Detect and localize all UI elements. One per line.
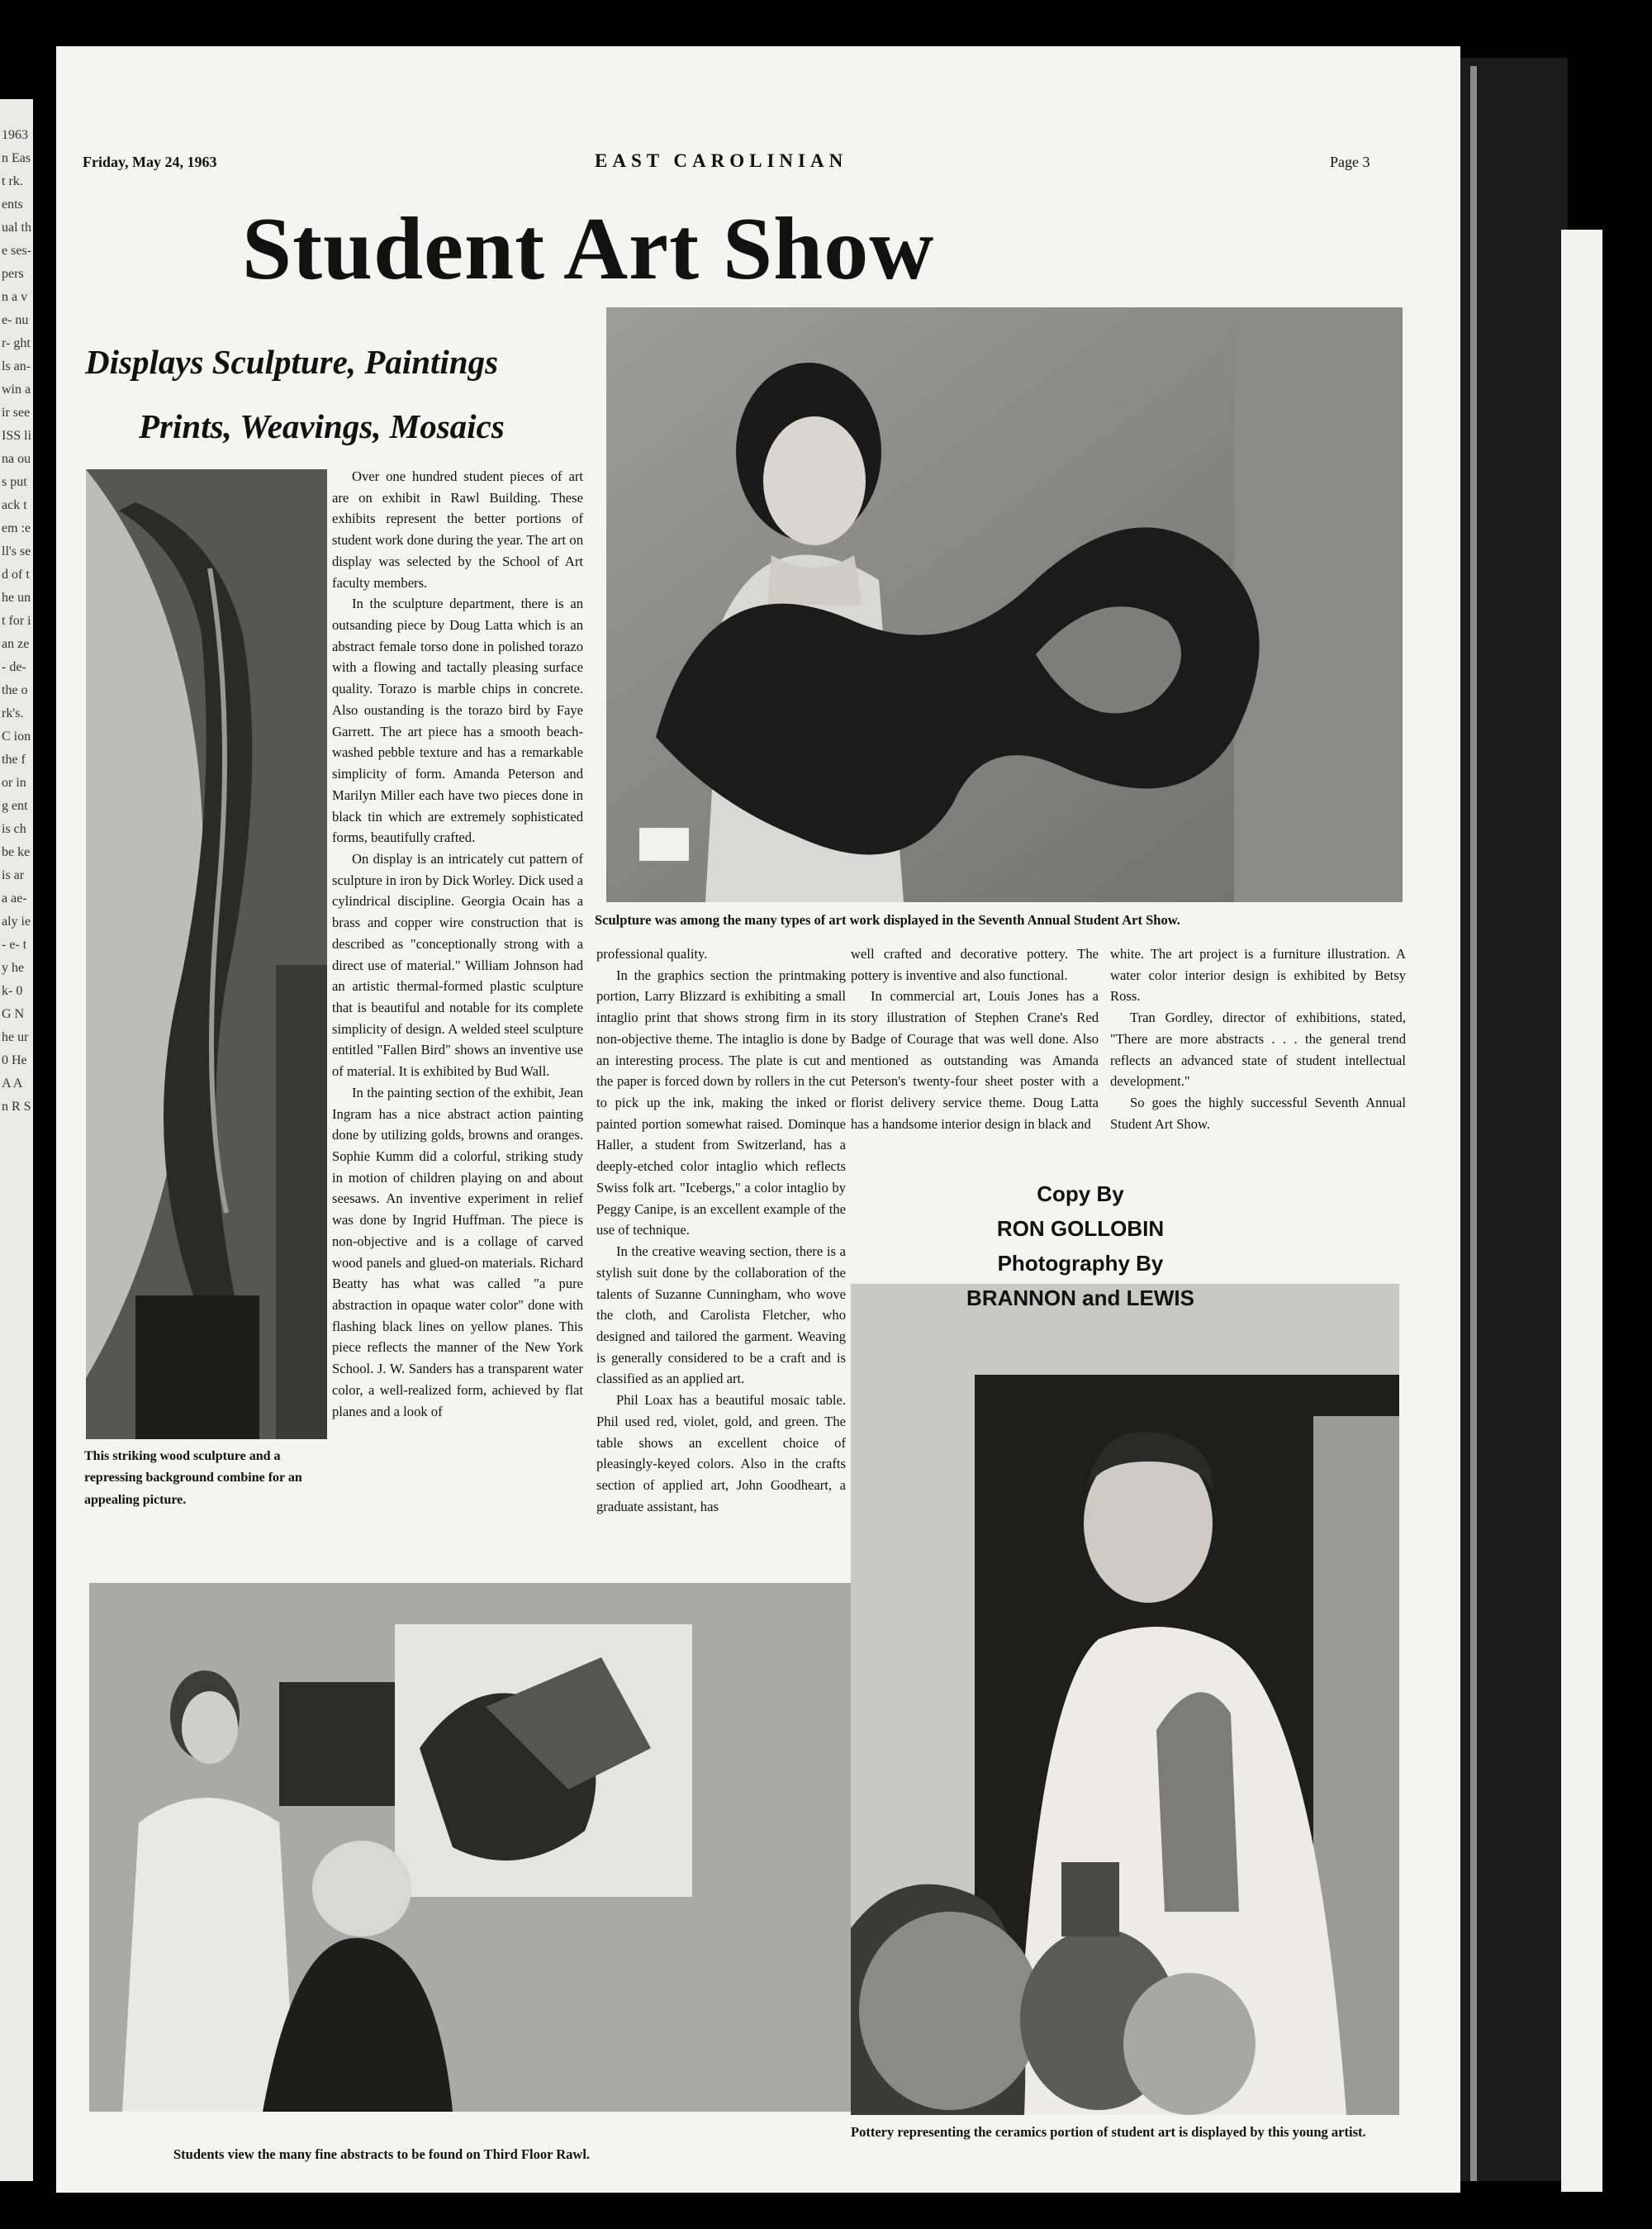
page-number: Page 3 [1330,154,1370,170]
copy-label: Copy By [1037,1181,1124,1206]
article-paragraph: In the painting section of the exhibit, Jean Ingram has a nice abstract action painting done by utilizing golds, browns and oranges. Sophie Kumm did a colorful, striking study in motion of children playing on and about seesaws. An inventive experiment in relief was done by Ingrid Huffman. The piece is non-objective and is a collage of carved wood panels and glued-on materials. Richard Beatty has what was called "a pure abstraction in opaque water color" done with flashing black lines on yellow planes. This piece reflects the manner of the New York School. J. W. Sanders has a transparent water color, a well-realized form, achieved by flat planes and a look of [332,1084,583,1419]
credits-box [923,1176,1237,1315]
article-paragraph: Tran Gordley, director of exhibitions, stated, "There are more abstracts . . . the general trend reflects an advanced state of student intellectual development." [1110,1010,1406,1090]
photo-pottery-artist [851,1284,1399,2115]
adjacent-page-text: 1963 n East rk. ents ual the ses- pers n a ve- nur- ght ls an- win air see ISS lina ous put ack tem :ell's sed of the unt for ian ze- de- the ork's. C ion the for ing ent is ch be ke is ar a ae- aly ie- e- ty he k- 0 G N he ur 0 He A A n R S [2,128,31,1114]
article-paragraph: On display is an intricately cut pattern of sculpture in iron by Dick Worley. Dick used a cylindrical discipline. Georgia Ocain has a brass and copper wire construction that is described as "conceptionally strong with a direct use of material." William Johnson had an artistic thermal-formed plastic sculpture that is beautiful and notable for its complete simplicity of design. A welded steel sculpture entitled "Fallen Bird" shows an inventive use of material. It is exhibited by Bud Wall. [332,850,583,1080]
next-page-edge [1561,230,1602,2192]
article-paragraph: Phil Loax has a beautiful mosaic table. Phil used red, violet, gold, and green. The table shows an excellent choice of pleasingly-keyed colors. Also in the crafts section of applied art, John Goodheart, a graduate assistant, has [596,1392,846,1514]
adjacent-page-strip [0,99,33,2181]
article-column-2 [596,943,846,1517]
article-paragraph: white. The art project is a furniture illustration. A water color interior design is exhibited by Betsy Ross. [1110,946,1406,1005]
headline: Student Art Show [242,200,935,298]
article-paragraph: In the creative weaving section, there is a stylish suit done by the collaboration of the talents of Suzanne Cunningham, who wove the cloth, and Carolista Fletcher, who designed and tailored the garment. Weaving is generally considered to be a craft and is classified as an applied art. [596,1243,846,1387]
photo-wood-sculpture [86,469,327,1439]
issue-date: Friday, May 24, 1963 [83,154,217,170]
article-paragraph: In commercial art, Louis Jones has a story illustration of Stephen Crane's Red Badge of Courage that was well done. Also mentioned as outstanding was Amanda Peterson's twenty-four sheet poster with a florist delivery service theme. Doug Latta has a handsome interior design in black and [851,988,1099,1132]
subheadline-2: Prints, Weavings, Mosaics [139,407,505,445]
paper-name: EAST CAROLINIAN [595,150,848,171]
page-edge-line [1470,66,1477,2181]
photo-label: Photography By [997,1251,1164,1276]
photo-names: BRANNON and LEWIS [966,1286,1194,1311]
article-paragraph: In the sculpture department, there is an outsanding piece by Doug Latta which is an abstract female torso done in polished torazo with a flowing and tactally pleasing surface quality. Torazo is marble chips in concrete. Also oustanding is the torazo bird by Faye Garrett. The art piece has a smooth beach-washed pebble texture and has a remarkable simplicity of form. Amanda Peterson and Marilyn Miller each have two pieces done in black tin which are extremely sophisticated forms, beautifully crafted. [332,596,583,846]
article-paragraph: In the graphics section the printmaking portion, Larry Blizzard is exhibiting a small intaglio print that shows strong firm in its non-objective theme. The intaglio is done by an interesting process. The plate is cut and the paper is forced down by rollers in the cut to pick up the ink, making the inked or painted portion somewhat raised. Dominque Haller, a student from Switzerland, has a deeply-etched color intaglio which reflects Swiss folk art. "Icebergs," a color intaglio by Peggy Canipe, is an excellent example of the use of technique. [596,967,846,1238]
copy-name: RON GOLLOBIN [996,1216,1165,1242]
article-paragraph: well crafted and decorative pottery. The pottery is inventive and also functional. [851,946,1099,983]
article-paragraph: Over one hundred student pieces of art are on exhibit in Rawl Building. These exhibits represent the better portions of student work done during the year. The art on display was selected by the School of Art faculty members. [332,468,583,591]
caption-left-photo: This striking wood sculpture and a repressing background combine for an appealing picture. [84,1449,302,1507]
caption-bottom-left-photo: Students view the many fine abstracts to be found on Third Floor Rawl. [173,2146,591,2162]
newspaper-page [56,46,1460,2193]
masthead [83,150,1371,178]
caption-bottom-right-photo: Pottery representing the ceramics portion of student art is displayed by this young artist. [851,2124,1366,2140]
photo-sculpture-woman [606,307,1403,902]
article-column-3 [851,943,1099,1134]
article-paragraph: So goes the highly successful Seventh Annual Student Art Show. [1110,1095,1406,1132]
article-column-1 [332,466,583,1422]
article-column-4 [1110,943,1406,1134]
subheadline-1: Displays Sculpture, Paintings [85,343,499,381]
photo-students-abstracts [89,1583,856,2112]
article-paragraph: professional quality. [596,946,708,962]
caption-top-photo: Sculpture was among the many types of art work displayed in the Seventh Annual Student Art Show. [595,912,1180,928]
